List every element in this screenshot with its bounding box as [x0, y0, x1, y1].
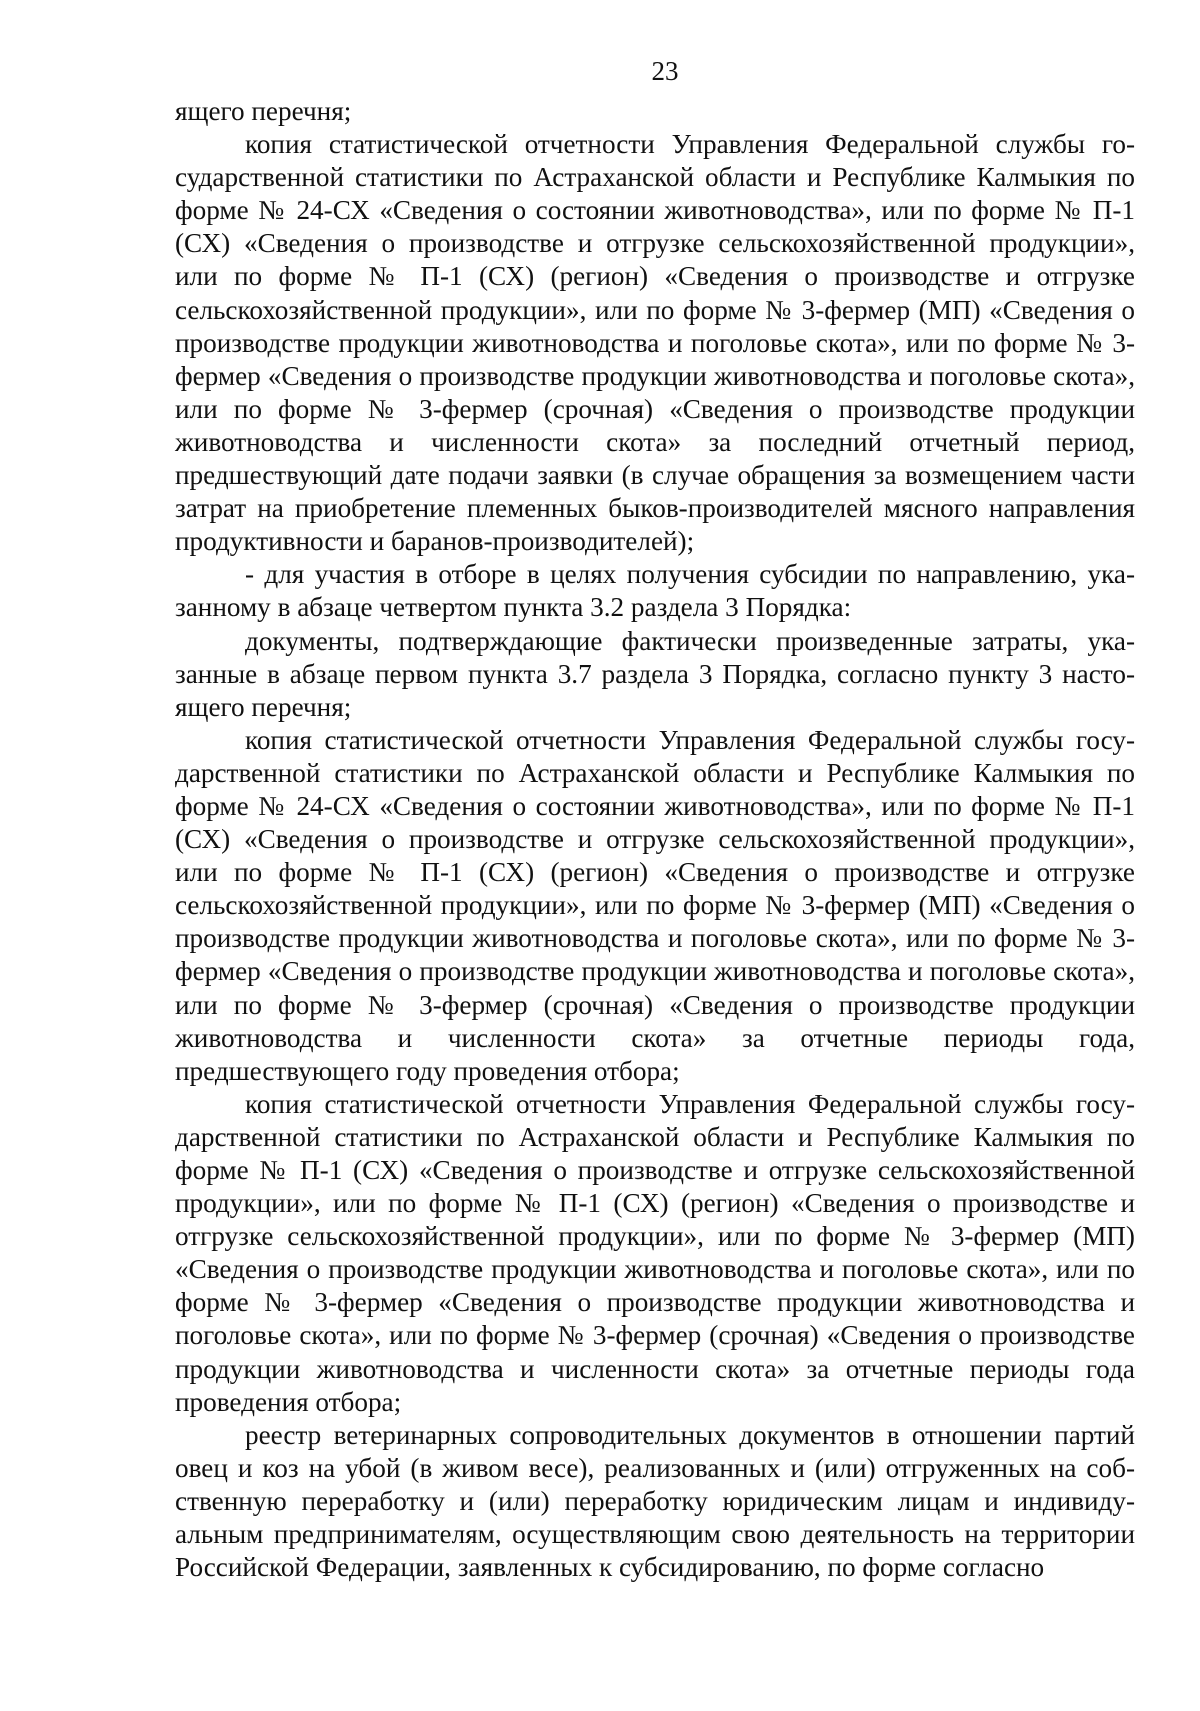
document-body	[175, 95, 1135, 1584]
paragraph: копия статистической отчетности Управления Федеральной службы государственной статистики по Астраханской области и Республике Калмыкия по форме № 24-СХ «Сведения о состоянии животноводства», или по форме № П-1 (СХ) «Сведения о производстве и отгрузке сельскохозяйственной продукции», или по форме № П-1 (СХ) (регион) «Сведения о производстве и отгрузке сельскохозяйственной продукции», или по форме № 3-фермер (МП) «Сведения о производстве продукции животноводства и поголовье скота», или по форме № 3-фермер «Сведения о производстве продукции животноводства и поголовье скота», или по форме № 3-фермер (срочная) «Сведения о производстве продукции животноводства и численности скота» за отчетные периоды года, предшествующего году проведения отбора;	[175, 724, 1135, 1086]
paragraph-continuation: ящего перечня;	[175, 96, 352, 126]
paragraph: документы, подтверждающие фактически произведенные затраты, указанные в абзаце первом пункта 3.7 раздела 3 Порядка, согласно пункту 3 настоящего перечня;	[175, 625, 1135, 722]
paragraph: копия статистической отчетности Управления Федеральной службы государственной статистики по Астраханской области и Республике Калмыкия по форме № 24-СХ «Сведения о состоянии животноводства», или по форме № П-1 (СХ) «Сведения о производстве и отгрузке сельскохозяйственной продукции», или по форме № П-1 (СХ) (регион) «Сведения о производстве и отгрузке сельскохозяйственной продукции», или по форме № 3-фермер (МП) «Сведения о производстве продукции животноводства и поголовье скота», или по форме № 3-фермер «Сведения о производстве продукции животноводства и поголовье скота», или по форме № 3-фермер (срочная) «Сведения о производстве продукции животноводства и численности скота» за последний отчетный период, предшествующий дате подачи заявки (в случае обращения за возмещением части затрат на приобретение племенных быков-производителей мясного направления продуктивности и баранов-производителей);	[175, 129, 1135, 557]
paragraph: копия статистической отчетности Управления Федеральной службы государственной статистики по Астраханской области и Республике Калмыкия по форме № П-1 (СХ) «Сведения о производстве и отгрузке сельскохозяйственной продукции», или по форме № П-1 (СХ) (регион) «Сведения о производстве и отгрузке сельскохозяйственной продукции», или по форме № 3-фермер (МП) «Сведения о производстве продукции животноводства и поголовье скота», или по форме № 3-фермер «Сведения о производстве продукции животноводства и поголовье скота», или по форме № 3-фермер (срочная) «Сведения о производстве продукции животноводства и численности скота» за отчетные периоды года проведения отбора;	[175, 1088, 1135, 1417]
paragraph: реестр ветеринарных сопроводительных документов в отношении партий овец и коз на убой (в живом весе), реализованных и (или) отгруженных на собственную переработку и (или) переработку юридическим лицам и индивидуальным предпринимателям, осуществляющим свою деятельность на территории Российской Федерации, заявленных к субсидированию, по форме согласно	[175, 1419, 1135, 1583]
page-number: 23	[651, 56, 679, 86]
paragraph: - для участия в отборе в целях получения субсидии по направлению, указанному в абзаце четвертом пункта 3.2 раздела 3 Порядка:	[175, 559, 1135, 623]
